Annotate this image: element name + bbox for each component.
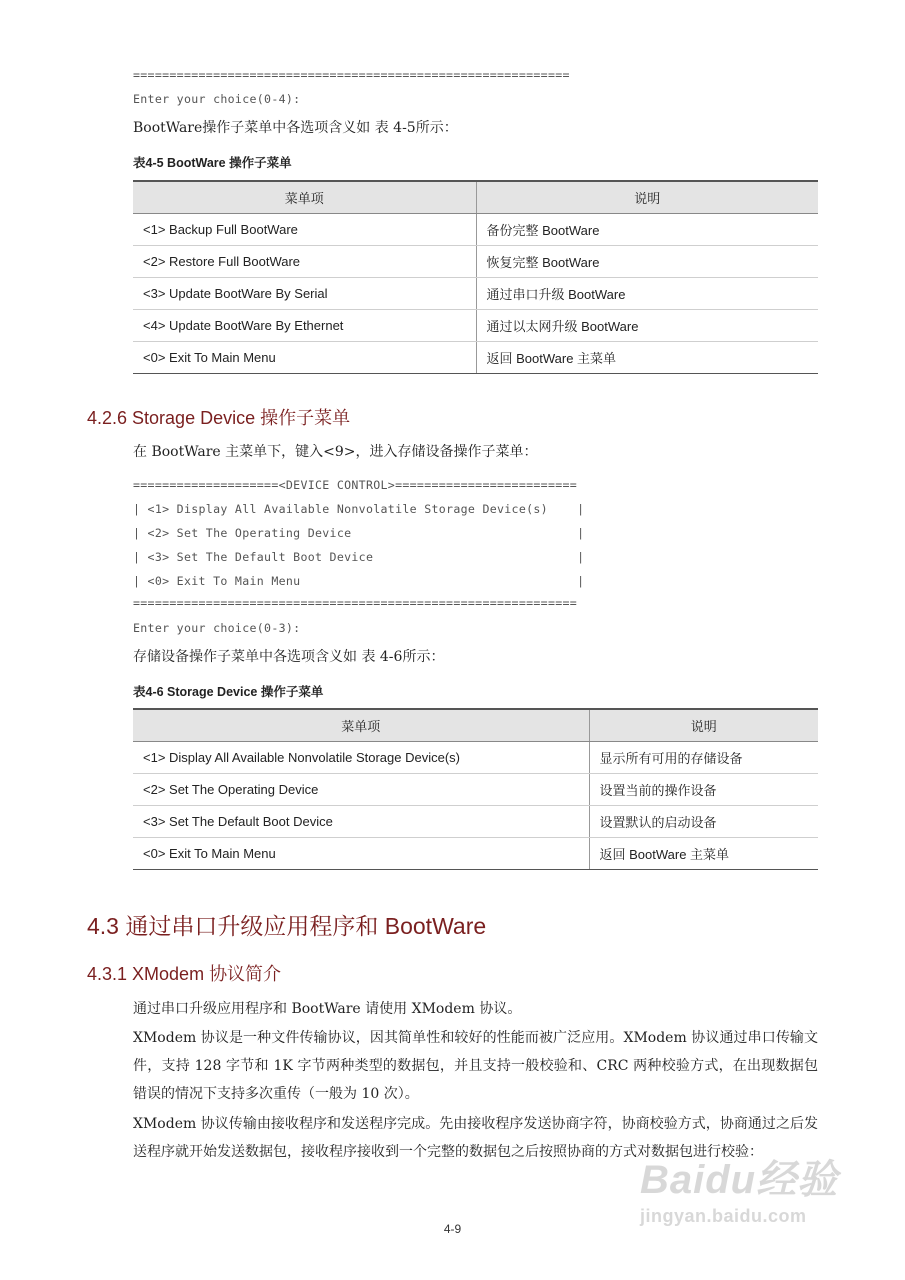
console-line: | <3> Set The Default Boot Device | xyxy=(133,550,585,564)
section-heading-4-2-6: 4.2.6 Storage Device 操作子菜单 xyxy=(87,408,351,428)
table-4-6-caption: 表4-6 Storage Device 操作子菜单 xyxy=(133,685,324,699)
page-number: 4-9 xyxy=(443,1222,462,1236)
table-4-6 xyxy=(133,708,818,870)
menu-item-cell: <3> Set The Default Boot Device xyxy=(133,806,589,838)
table-row xyxy=(133,310,818,342)
table-header-row xyxy=(133,181,818,214)
column-header-menu-item: 菜单项 xyxy=(133,709,589,742)
watermark-logo: Baidu经验 xyxy=(640,1158,839,1202)
table-intro-text: 存储设备操作子菜单中各选项含义如 表 4-6所示： xyxy=(133,649,445,665)
table-row xyxy=(133,742,818,774)
paragraph: 通过串口升级应用程序和 BootWare 请使用 XModem 协议。 xyxy=(133,1001,522,1017)
menu-item-cell: <2> Set The Operating Device xyxy=(133,774,589,806)
column-header-description: 说明 xyxy=(589,709,818,742)
table-row xyxy=(133,774,818,806)
table-4-5 xyxy=(133,180,818,374)
console-prompt: Enter your choice(0-3): xyxy=(133,621,301,635)
description-cell: 设置默认的启动设备 xyxy=(589,806,818,838)
paragraph: XModem 协议是一种文件传输协议，因其简单性和较好的性能而被广泛应用。XModem 协议通过串口传输文件，支持 128 字节和 1K 字节两种类型的数据包，并且支持一般校验和、CRC 两种校验方式，在出现数据包错误的情况下支持多次重传（一般为 10 次）。 xyxy=(133,1030,818,1102)
table-4-5-caption: 表4-5 BootWare 操作子菜单 xyxy=(133,156,292,170)
column-header-menu-item: 菜单项 xyxy=(133,181,476,214)
console-line: ====================<DEVICE CONTROL>========================= xyxy=(133,478,578,492)
table-row xyxy=(133,342,818,374)
console-line: | <1> Display All Available Nonvolatile Storage Device(s) | xyxy=(133,502,585,516)
description-cell: 恢复完整 BootWare xyxy=(476,246,818,278)
description-cell: 备份完整 BootWare xyxy=(476,214,818,246)
console-line: | <0> Exit To Main Menu | xyxy=(133,574,585,588)
menu-item-cell: <2> Restore Full BootWare xyxy=(133,246,476,278)
menu-item-cell: <4> Update BootWare By Ethernet xyxy=(133,310,476,342)
console-line: ============================================================= xyxy=(133,596,578,610)
table-row xyxy=(133,214,818,246)
description-cell: 返回 BootWare 主菜单 xyxy=(589,838,818,870)
column-header-description: 说明 xyxy=(476,181,818,214)
paragraph: XModem 协议传输由接收程序和发送程序完成。先由接收程序发送协商字符，协商校验方式，协商通过之后发送程序就开始发送数据包，接收程序接收到一个完整的数据包之后按照协商的方式对数据包进行校验： xyxy=(133,1116,818,1160)
section-heading-4-3: 4.3 通过串口升级应用程序和 BootWare xyxy=(87,913,487,939)
section-intro-text: 在 BootWare 主菜单下，键入<9>，进入存储设备操作子菜单： xyxy=(133,444,538,460)
menu-item-cell: <0> Exit To Main Menu xyxy=(133,342,476,374)
baidu-watermark xyxy=(640,1160,838,1227)
table-row xyxy=(133,246,818,278)
description-cell: 通过以太网升级 BootWare xyxy=(476,310,818,342)
table-row xyxy=(133,838,818,870)
description-cell: 设置当前的操作设备 xyxy=(589,774,818,806)
menu-item-cell: <0> Exit To Main Menu xyxy=(133,838,589,870)
table-row xyxy=(133,806,818,838)
console-prompt: Enter your choice(0-4): xyxy=(133,92,301,106)
table-row xyxy=(133,278,818,310)
menu-item-cell: <3> Update BootWare By Serial xyxy=(133,278,476,310)
description-cell: 通过串口升级 BootWare xyxy=(476,278,818,310)
watermark-url: jingyan.baidu.com xyxy=(640,1206,807,1226)
table-header-row xyxy=(133,709,818,742)
menu-item-cell: <1> Backup Full BootWare xyxy=(133,214,476,246)
console-separator: ============================================================ xyxy=(133,68,570,82)
description-cell: 返回 BootWare 主菜单 xyxy=(476,342,818,374)
table-intro-text: BootWare操作子菜单中各选项含义如 表 4-5所示： xyxy=(133,120,458,136)
console-line: | <2> Set The Operating Device | xyxy=(133,526,585,540)
section-heading-4-3-1: 4.3.1 XModem 协议简介 xyxy=(87,964,282,984)
description-cell: 显示所有可用的存储设备 xyxy=(589,742,818,774)
menu-item-cell: <1> Display All Available Nonvolatile Storage Device(s) xyxy=(133,742,589,774)
